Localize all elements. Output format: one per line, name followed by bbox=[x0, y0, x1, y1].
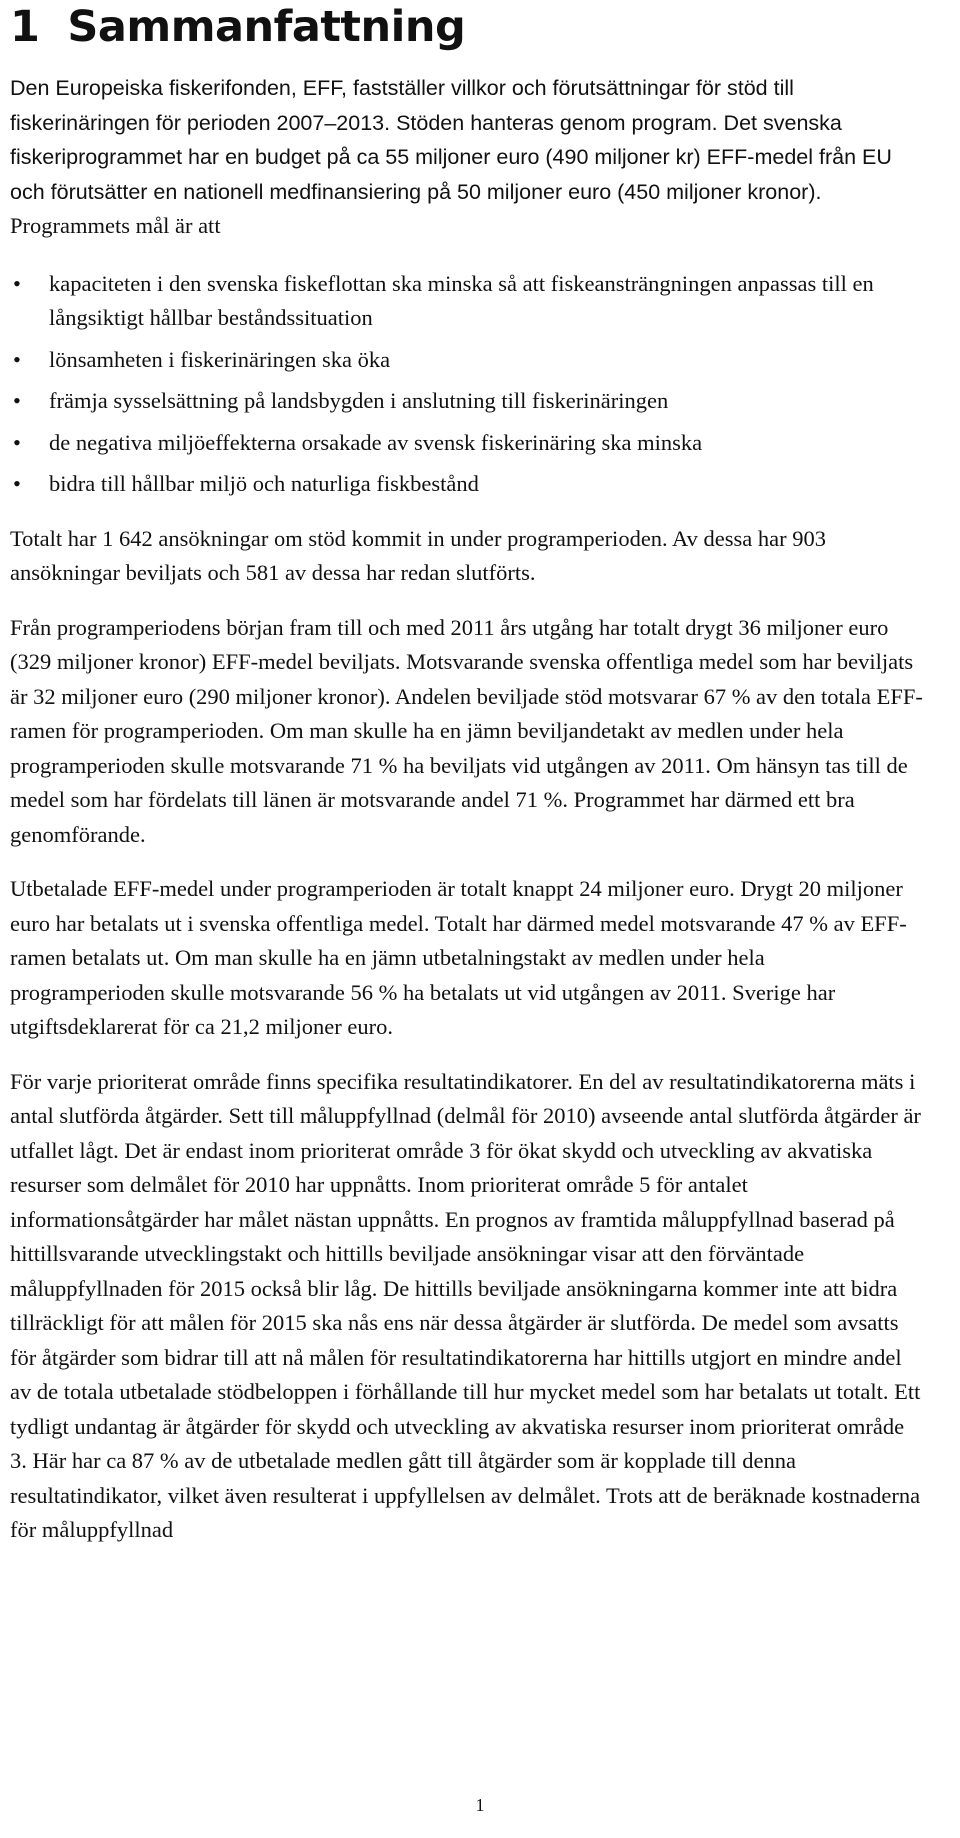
list-item bbox=[10, 343, 925, 378]
bullet-icon: • bbox=[13, 388, 21, 413]
applications-paragraph: Totalt har 1 642 ansökningar om stöd kommit in under programperioden. Av dessa har 903 ansökningar beviljats och 581 av dessa har redan slutförts. bbox=[10, 525, 826, 585]
indicators-paragraph: För varje prioriterat område finns specifika resultatindikatorer. En del av resultatindikatorerna mäts i antal slutförda åtgärder. Sett till måluppfyllnad (delmål för 2010) avseende antal slutförda åtgärder är utfallet lågt. Det är endast inom prioriterat område 3 för ökat skydd och utveckling av akvatiska resurser som delmålet för 2010 har uppnåtts. Inom prioriterat område 5 för antalet informationsåtgärder har målet nästan uppnåtts. En prognos av framtida måluppfyllnad baserad på hittillsvarande utvecklingstakt och hittills beviljade ansökningar visar att den förväntade måluppfyllnaden för 2015 också blir låg. De hittills beviljade ansökningarna kommer inte att bidra tillräckligt för att målen för 2015 ska nås ens när dessa åtgärder är slutförda. De medel som avsatts för åtgärder som bidrar till att nå målen för resultatindikatorerna har hittills utgjort en mindre andel av de totala utbetalade stödbeloppen i förhållande till hur mycket medel som har betalats ut totalt. Ett tydligt undantag är åtgärder för skydd och utveckling av akvatiska resurser inom prioriterat område 3. Här har ca 87 % av de utbetalade medlen gått till åtgärder som är kopplade till denna resultatindikator, vilket även resulterat i uppfyllelsen av delmålet. Trots att de beräknade kostnaderna för måluppfyllnad bbox=[10, 1068, 921, 1542]
bullet-icon: • bbox=[13, 346, 21, 372]
list-item-text: främja sysselsättning på landsbygden i anslutning till fiskerinäringen bbox=[49, 388, 669, 413]
list-item bbox=[10, 426, 925, 461]
page-number: 1 bbox=[475, 1795, 485, 1815]
payments-paragraph: Utbetalade EFF-medel under programperioden är totalt knappt 24 miljoner euro. Drygt 20 miljoner euro har betalats ut i svenska offentliga medel. Totalt har därmed medel motsvarande 47 % av EFF-ramen betalats ut. Om man skulle ha en jämn utbetalningstakt av medlen under hela programperioden skulle motsvarande 56 % ha betalats ut vid utgången av 2011. Sverige har utgiftsdeklarerat för ca 21,2 miljoner euro. bbox=[10, 876, 907, 1039]
list-item-text: de negativa miljöeffekterna orsakade av svensk fiskerinäring ska minska bbox=[49, 429, 703, 455]
intro-paragraph bbox=[10, 71, 925, 244]
intro-text-sans: Den Europeiska fiskerifonden, EFF, fastställer villkor och förutsättningar för stöd till fiskerinäringen för perioden 2007–2013. Stöden hanteras genom program. Det svenska fiskeriprogrammet har en budget på ca 55 miljoner euro (490 miljoner kr) EFF-medel från EU och förutsätter en nationell medfinansiering på 50 miljoner euro (450 miljoner kronor). bbox=[10, 76, 892, 204]
section-number: 1 bbox=[10, 2, 40, 52]
bullet-icon: • bbox=[13, 429, 21, 455]
bullet-icon: • bbox=[13, 471, 21, 496]
list-item bbox=[10, 384, 925, 419]
goals-list bbox=[10, 267, 925, 502]
list-item-text: kapaciteten i den svenska fiskeflottan ska minska så att fiskeansträngningen anpassas till en långsiktigt hållbar beståndssituation bbox=[49, 270, 874, 330]
list-item bbox=[10, 467, 925, 502]
granted-funds-paragraph: Från programperiodens början fram till och med 2011 års utgång har totalt drygt 36 miljoner euro (329 miljoner kronor) EFF-medel beviljats. Motsvarande svenska offentliga medel som har beviljats är 32 miljoner euro (290 miljoner kronor). Andelen beviljade stöd motsvarar 67 % av den totala EFF-ramen för programperioden. Om man skulle ha en jämn beviljandetakt av medlen under hela programperioden skulle motsvarande 71 % ha beviljats vid utgången av 2011. Om hänsyn tas till de medel som har fördelats till länen är motsvarande andel 71 %. Programmet har därmed ett bra genomförande. bbox=[10, 614, 923, 847]
list-item-text: lönsamheten i fiskerinäringen ska öka bbox=[49, 346, 391, 372]
section-heading bbox=[10, 0, 925, 52]
section-title: Sammanfattning bbox=[67, 2, 466, 52]
bullet-icon: • bbox=[13, 270, 21, 296]
list-item bbox=[10, 267, 925, 336]
list-item-text: bidra till hållbar miljö och naturliga fiskbestånd bbox=[49, 471, 479, 496]
document-page bbox=[10, 0, 925, 1548]
intro-text-serif: Programmets mål är att bbox=[10, 213, 221, 238]
